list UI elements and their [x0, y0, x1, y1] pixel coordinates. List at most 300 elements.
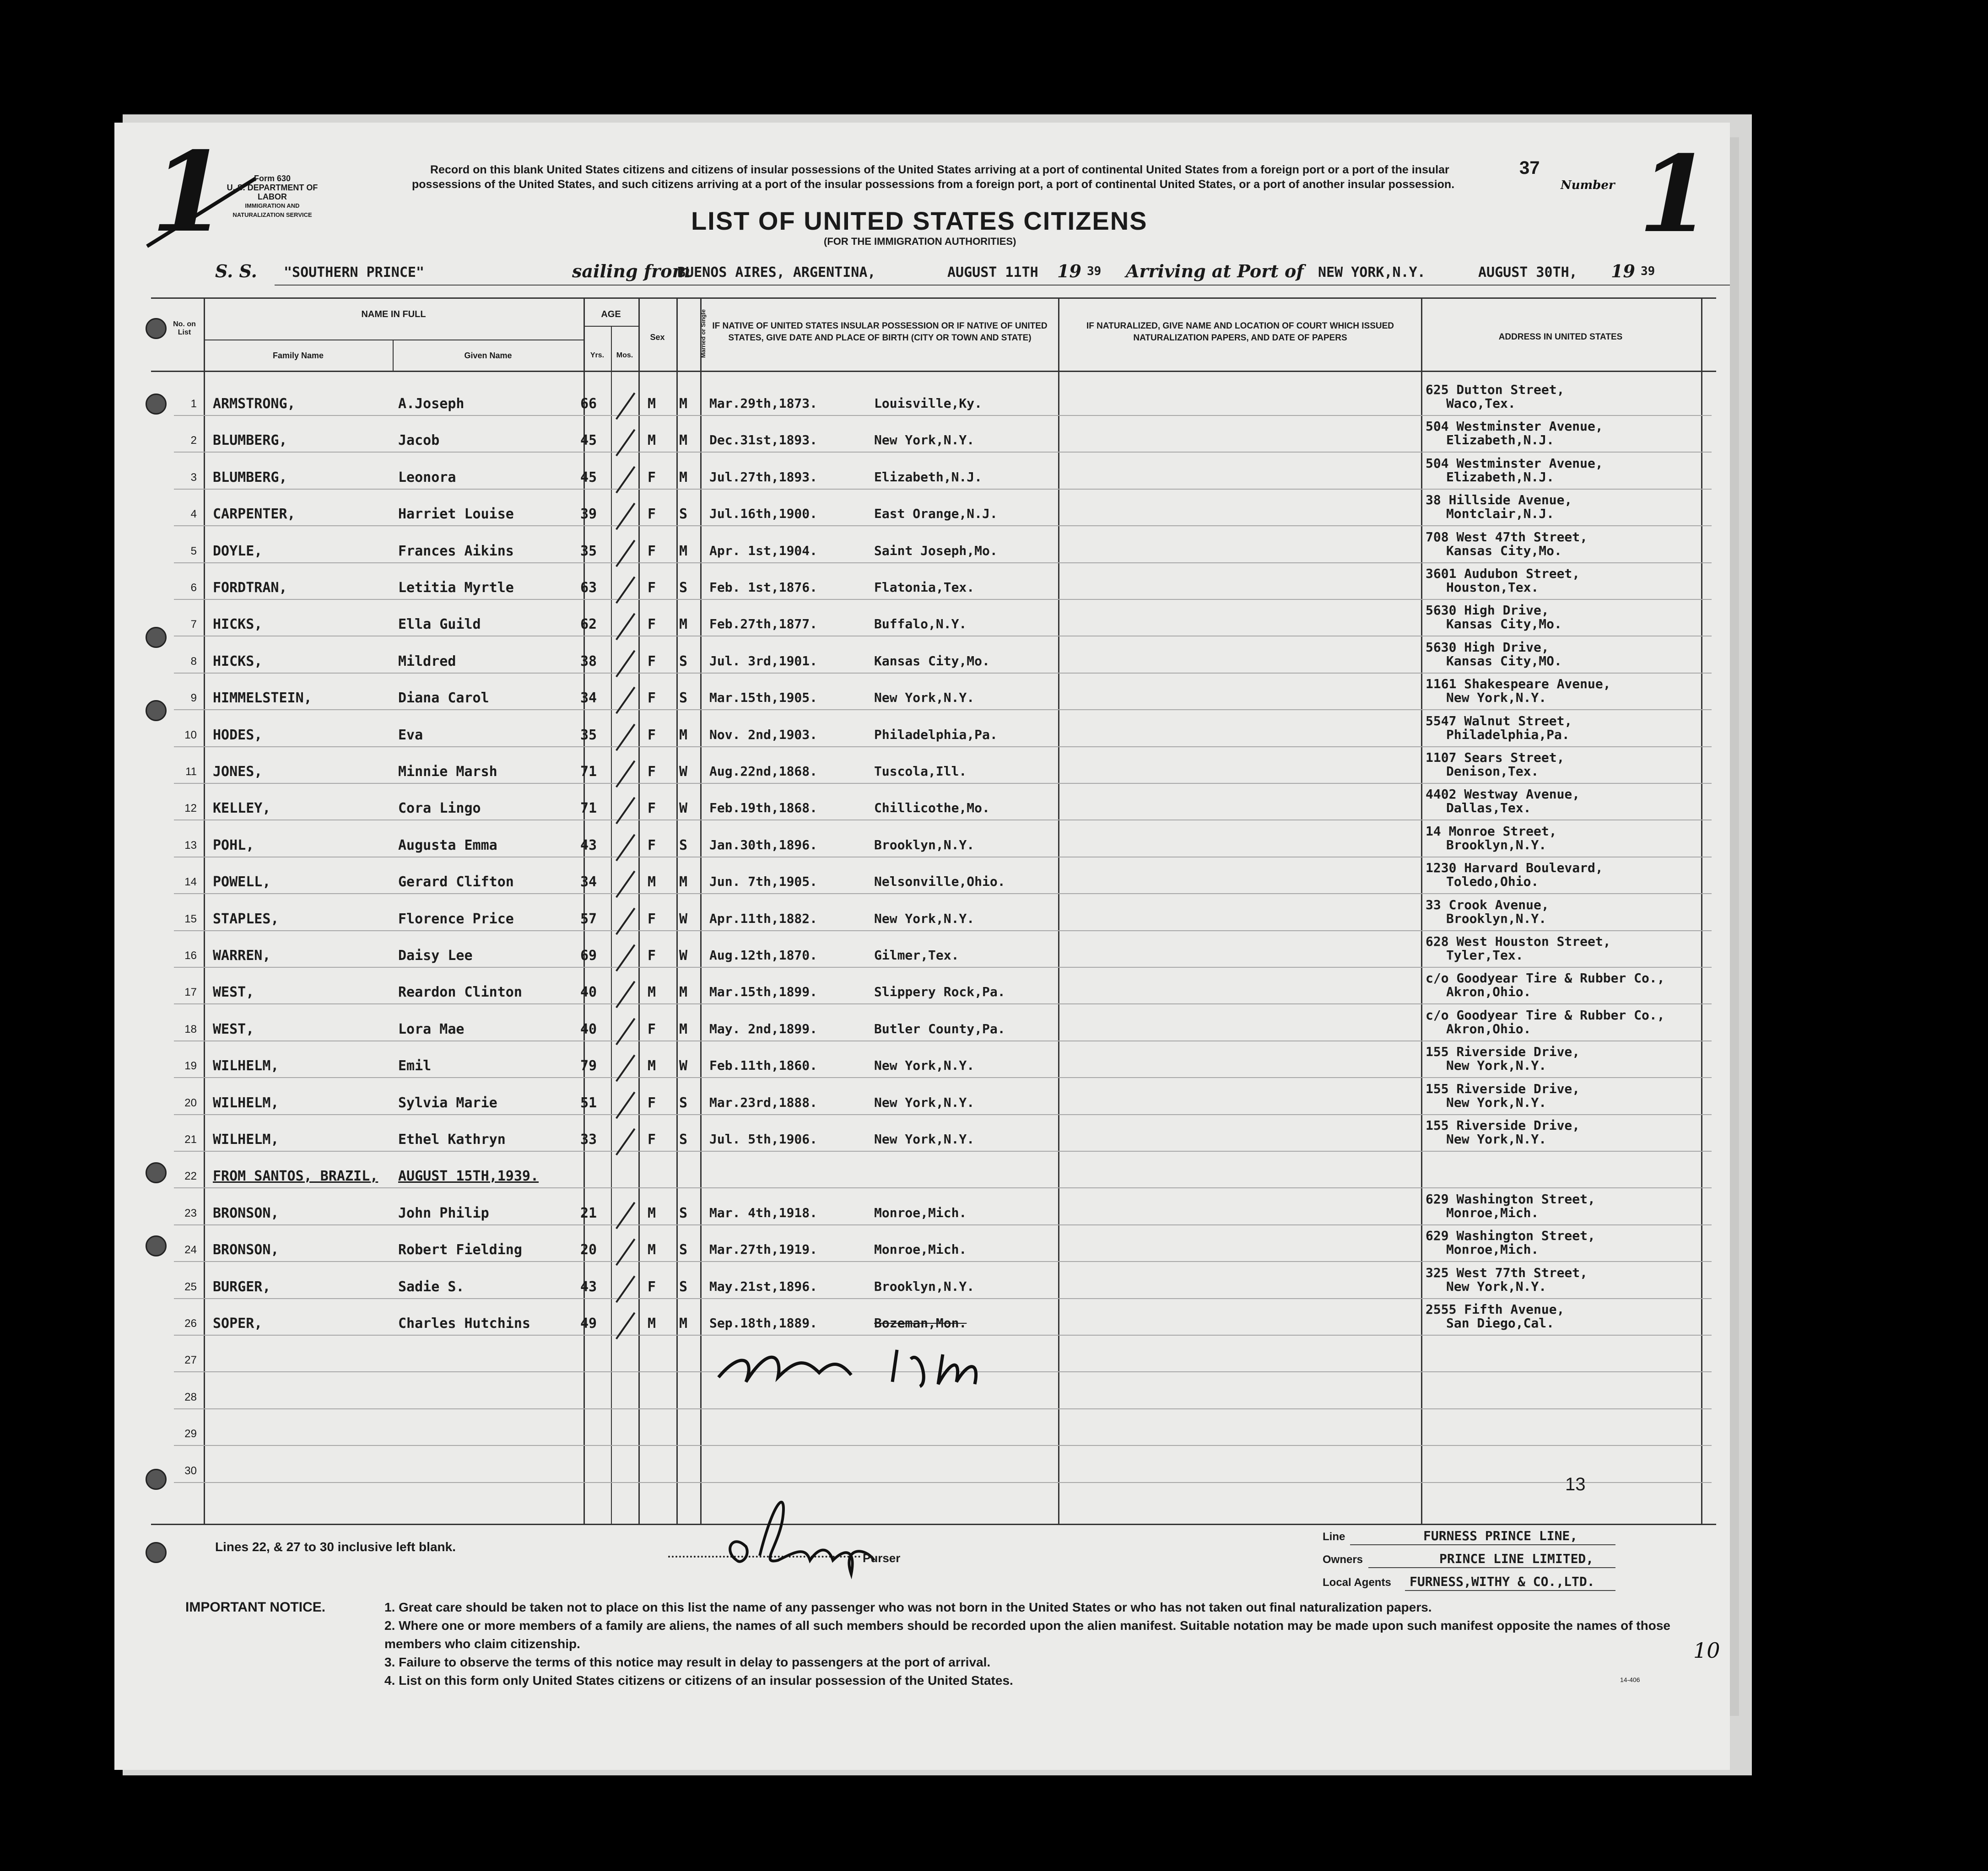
blank-lines-note: Lines 22, & 27 to 30 inclusive left blank. [215, 1540, 456, 1554]
address-line-2: Toledo,Ohio. [1446, 874, 1539, 889]
list-number: 1 [1638, 133, 1712, 256]
col-header-naturalized: IF NATURALIZED, GIVE NAME AND LOCATION OF COURT WHICH ISSUED NATURALIZATION PAPERS, AND DATE OF PAPERS [1086, 321, 1394, 343]
given-name: A.Joseph [398, 396, 465, 412]
table-row [0, 860, 1988, 911]
address-line-1: 4402 Westway Avenue, [1426, 787, 1580, 802]
sex: F [648, 653, 656, 669]
marital-status: W [679, 911, 688, 927]
row-number: 11 [185, 766, 197, 778]
row-number: 26 [184, 1317, 197, 1330]
table-row [0, 676, 1988, 727]
check-mark [616, 1276, 635, 1303]
family-name: KELLEY, [213, 800, 271, 816]
ss-label: S. S. [215, 261, 257, 281]
birth-place: Elizabeth,N.J. [874, 469, 983, 485]
marital-status: M [679, 727, 688, 743]
check-mark [616, 797, 635, 825]
birth-date: Mar.29th,1873. [709, 396, 818, 411]
row-number: 25 [184, 1281, 197, 1293]
row-number: 29 [184, 1428, 197, 1440]
col-header-yrs: Yrs. [590, 351, 605, 359]
check-mark [616, 503, 635, 530]
given-name: Eva [398, 727, 423, 743]
table-row [0, 934, 1988, 984]
address-line-2: Tyler,Tex. [1446, 948, 1523, 963]
sex: M [648, 874, 656, 890]
age-years: 40 [580, 1021, 597, 1037]
address-line-1: 629 Washington Street, [1426, 1228, 1595, 1243]
given-name: John Philip [398, 1205, 489, 1221]
birth-date: Dec.31st,1893. [709, 432, 818, 448]
form-number: Form 630 [254, 174, 291, 183]
birth-place: Monroe,Mich. [874, 1242, 967, 1257]
given-name: Ethel Kathryn [398, 1132, 506, 1148]
row-number: 28 [184, 1391, 197, 1403]
birth-date: Apr. 1st,1904. [709, 543, 818, 558]
sex: F [648, 1095, 656, 1111]
address-line-1: 628 West Houston Street, [1426, 934, 1611, 949]
address-line-1: 3601 Audubon Street, [1426, 566, 1580, 581]
given-name: Daisy Lee [398, 948, 473, 964]
birth-date: Sep.18th,1889. [709, 1316, 818, 1331]
given-name: Emil [398, 1058, 432, 1074]
col-header-sex: Sex [650, 333, 665, 342]
family-name: FROM SANTOS, BRAZIL, [213, 1168, 378, 1184]
age-years: 66 [580, 396, 597, 412]
table-row [0, 603, 1988, 653]
family-name: WARREN, [213, 948, 271, 964]
marital-status: W [679, 1058, 688, 1074]
birth-place: Monroe,Mich. [874, 1205, 967, 1220]
age-years: 71 [580, 800, 597, 816]
row-number: 4 [190, 508, 197, 520]
form-subtitle: (FOR THE IMMIGRATION AUTHORITIES) [824, 236, 1016, 247]
row-number: 20 [184, 1097, 197, 1109]
table-row [0, 382, 1988, 432]
corner-mark: 1 [151, 128, 227, 257]
form-code: 14-406 [1620, 1676, 1640, 1683]
address-line-1: 708 West 47th Street, [1426, 529, 1588, 545]
sex: F [648, 616, 656, 632]
sex: F [648, 1021, 656, 1037]
address-line-1: 325 West 77th Street, [1426, 1265, 1588, 1280]
address-line-2: Waco,Tex. [1446, 396, 1516, 411]
marital-status: M [679, 1316, 688, 1332]
agents-label: Local Agents [1323, 1576, 1391, 1589]
check-mark [616, 1092, 635, 1119]
marital-status: S [679, 1132, 688, 1148]
family-name: WEST, [213, 984, 254, 1000]
given-name: Harriet Louise [398, 506, 514, 522]
sex: M [648, 432, 656, 448]
marital-status: M [679, 543, 688, 559]
address-line-2: Elizabeth,N.J. [1446, 432, 1555, 448]
marital-status: S [679, 1242, 688, 1258]
table-row [0, 529, 1988, 580]
table-row [0, 897, 1988, 948]
age-years: 39 [580, 506, 597, 522]
col-header-no: No. on List [173, 320, 196, 336]
age-years: 45 [580, 469, 597, 485]
family-name: POWELL, [213, 874, 271, 890]
table-row [0, 1192, 1988, 1242]
sex: F [648, 506, 656, 522]
row-number: 12 [184, 802, 197, 814]
row-number: 1 [190, 398, 197, 410]
birth-date: Jul.16th,1900. [709, 506, 818, 521]
line-value: FURNESS PRINCE LINE, [1423, 1528, 1578, 1543]
marital-status: S [679, 653, 688, 669]
birth-date: Feb. 1st,1876. [709, 580, 818, 595]
check-mark [616, 393, 635, 420]
age-years: 38 [580, 653, 597, 669]
row-number: 13 [184, 839, 197, 852]
table-row [0, 640, 1988, 690]
notice-item-1: 1. Great care should be taken not to place on this list the name of any passenger who was not born in the United States or who has not taken out final naturalization papers. [384, 1600, 1432, 1614]
family-name: JONES, [213, 764, 263, 780]
sex: F [648, 580, 656, 596]
marital-status: S [679, 837, 688, 853]
given-name: Frances Aikins [398, 543, 514, 559]
row-number: 16 [184, 949, 197, 962]
given-name: Minnie Marsh [398, 764, 497, 780]
birth-place: Saint Joseph,Mo. [874, 543, 998, 558]
birth-place: Flatonia,Tex. [874, 580, 975, 595]
marital-status: M [679, 616, 688, 632]
address-line-2: San Diego,Cal. [1446, 1316, 1555, 1331]
birth-place: New York,N.Y. [874, 1058, 975, 1073]
row-number: 30 [184, 1465, 197, 1477]
address-line-1: 155 Riverside Drive, [1426, 1081, 1580, 1096]
address-line-1: 5630 High Drive, [1426, 640, 1549, 655]
sex: M [648, 396, 656, 412]
row-number: 2 [190, 434, 197, 447]
sex: F [648, 764, 656, 780]
address-line-2: Elizabeth,N.J. [1446, 469, 1555, 485]
address-line-2: Philadelphia,Pa. [1446, 727, 1570, 742]
family-name: BLUMBERG, [213, 469, 287, 485]
birth-date: Aug.12th,1870. [709, 948, 818, 963]
service: IMMIGRATION AND NATURALIZATION SERVICE [232, 202, 312, 218]
table-row [0, 1118, 1988, 1168]
age-years: 34 [580, 874, 597, 890]
sex: M [648, 1316, 656, 1332]
age-years: 62 [580, 616, 597, 632]
birth-date: Jan.30th,1896. [709, 837, 818, 852]
number-label: Number [1561, 178, 1615, 192]
birth-place: New York,N.Y. [874, 911, 975, 926]
check-mark [616, 577, 635, 604]
age-years: 69 [580, 948, 597, 964]
check-mark [616, 981, 635, 1008]
sex: M [648, 1058, 656, 1074]
birth-date: Jun. 7th,1905. [709, 874, 818, 889]
table-row [0, 566, 1988, 616]
marital-status: M [679, 469, 688, 485]
address-line-2: Denison,Tex. [1446, 764, 1539, 779]
check-mark [616, 1128, 635, 1156]
family-name: WILHELM, [213, 1058, 279, 1074]
age-years: 33 [580, 1132, 597, 1148]
family-name: HIMMELSTEIN, [213, 690, 312, 706]
table-row [0, 1426, 1988, 1462]
row-number: 14 [184, 876, 197, 888]
given-name: Letitia Myrtle [398, 580, 514, 596]
family-name: BURGER, [213, 1279, 271, 1295]
birth-place: Buffalo,N.Y. [874, 616, 967, 631]
family-name: ARMSTRONG, [213, 396, 296, 412]
address-line-1: 625 Dutton Street, [1426, 382, 1565, 397]
purser-signature [718, 1483, 892, 1583]
family-name: HICKS, [213, 616, 263, 632]
address-line-1: c/o Goodyear Tire & Rubber Co., [1426, 971, 1665, 986]
age-years: 43 [580, 837, 597, 853]
sex: M [648, 1242, 656, 1258]
address-line-2: Houston,Tex. [1446, 580, 1539, 595]
age-years: 40 [580, 984, 597, 1000]
age-years: 35 [580, 543, 597, 559]
sheet-number: 37 [1519, 158, 1540, 178]
check-mark [616, 724, 635, 751]
row-number: 19 [184, 1060, 197, 1072]
marital-status: S [679, 690, 688, 706]
check-mark [616, 613, 635, 641]
address-line-1: 33 Crook Avenue, [1426, 897, 1549, 912]
count-note: 13 [1565, 1474, 1586, 1494]
marital-status: M [679, 984, 688, 1000]
given-name: Charles Hutchins [398, 1316, 530, 1332]
row-number: 9 [190, 692, 197, 704]
family-name: BLUMBERG, [213, 432, 287, 448]
family-name: DOYLE, [213, 543, 263, 559]
table-row [0, 824, 1988, 874]
family-name: POHL, [213, 837, 254, 853]
given-name: Augusta Emma [398, 837, 497, 853]
age-years: 21 [580, 1205, 597, 1221]
year-prefix-2: 19 [1611, 261, 1635, 281]
sex: F [648, 911, 656, 927]
age-years: 63 [580, 580, 597, 596]
row-number: 3 [190, 471, 197, 484]
birth-date: Apr.11th,1882. [709, 911, 818, 926]
col-header-mos: Mos. [616, 351, 633, 359]
check-mark [616, 687, 635, 714]
table-row [0, 971, 1988, 1021]
birth-place: Brooklyn,N.Y. [874, 1279, 975, 1294]
check-mark [616, 540, 635, 567]
address-line-1: 5547 Walnut Street, [1426, 713, 1572, 728]
birth-place: Tuscola,Ill. [874, 764, 967, 779]
table-row [0, 1463, 1988, 1499]
table-row [0, 713, 1988, 764]
birth-place: Bozeman,Mon. [874, 1316, 967, 1331]
table-row [0, 1008, 1988, 1058]
check-mark [616, 466, 635, 494]
notice-item-2: 2. Where one or more members of a family are aliens, the names of all such members should be recorded upon the alien manifest. Suitable notation may be made upon such manifest opposite the names of those members who claim citizenship. [384, 1618, 1670, 1651]
marital-status: W [679, 764, 688, 780]
birth-place: Brooklyn,N.Y. [874, 837, 975, 852]
check-mark [616, 871, 635, 898]
marital-status: S [679, 580, 688, 596]
table-row [0, 456, 1988, 506]
row-number: 24 [184, 1244, 197, 1256]
marital-status: S [679, 1095, 688, 1111]
address-line-1: 155 Riverside Drive, [1426, 1044, 1580, 1059]
table-row [0, 492, 1988, 543]
birth-date: Nov. 2nd,1903. [709, 727, 818, 742]
family-name: STAPLES, [213, 911, 279, 927]
arriving-label: Arriving at Port of [1126, 261, 1304, 281]
check-mark [616, 1055, 635, 1082]
address-line-2: Brooklyn,N.Y. [1446, 837, 1547, 852]
form-title: LIST OF UNITED STATES CITIZENS [691, 206, 1148, 235]
age-years: 20 [580, 1242, 597, 1258]
address-line-1: 504 Westminster Avenue, [1426, 419, 1603, 434]
departure-date: AUGUST 11TH [947, 264, 1038, 280]
address-line-2: Akron,Ohio. [1446, 984, 1531, 999]
address-line-1: 629 Washington Street, [1426, 1192, 1595, 1207]
birth-date: Mar.15th,1899. [709, 984, 818, 999]
birth-place: New York,N.Y. [874, 1132, 975, 1147]
address-line-1: 2555 Fifth Avenue, [1426, 1302, 1565, 1317]
owners-value: PRINCE LINE LIMITED, [1439, 1551, 1594, 1566]
owners-label: Owners [1323, 1553, 1363, 1566]
sex: F [648, 948, 656, 964]
col-header-name: NAME IN FULL [361, 309, 426, 319]
birth-place: New York,N.Y. [874, 690, 975, 705]
birth-date: Mar.27th,1919. [709, 1242, 818, 1257]
family-name: SOPER, [213, 1316, 263, 1332]
address-line-2: Kansas City,Mo. [1446, 543, 1562, 558]
family-name: HODES, [213, 727, 263, 743]
age-years: 71 [580, 764, 597, 780]
family-name: WEST, [213, 1021, 254, 1037]
purser-label: Purser [863, 1551, 901, 1565]
given-name: AUGUST 15TH,1939. [398, 1168, 539, 1184]
birth-date: May. 2nd,1899. [709, 1021, 818, 1036]
row-number: 21 [184, 1133, 197, 1146]
address-line-1: 14 Monroe Street, [1426, 824, 1557, 839]
birth-place: East Orange,N.J. [874, 506, 998, 521]
marital-status: W [679, 800, 688, 816]
address-line-2: New York,N.Y. [1446, 1132, 1547, 1147]
given-name: Diana Carol [398, 690, 489, 706]
notice-item-3: 3. Failure to observe the terms of this notice may result in delay to passengers at the port of arrival. [384, 1655, 991, 1669]
department: U. S. DEPARTMENT OF LABOR [227, 183, 318, 201]
sex: F [648, 837, 656, 853]
row-number: 23 [184, 1207, 197, 1219]
table-row [0, 1265, 1988, 1316]
address-line-2: Monroe,Mich. [1446, 1205, 1539, 1220]
table-row [0, 1081, 1988, 1132]
sex: F [648, 690, 656, 706]
departure-port: BUENOS AIRES, ARGENTINA, [677, 264, 876, 280]
age-years: 57 [580, 911, 597, 927]
check-mark [616, 760, 635, 788]
birth-date: Mar. 4th,1918. [709, 1205, 818, 1220]
address-line-2: New York,N.Y. [1446, 1279, 1547, 1294]
birth-place: Louisville,Ky. [874, 396, 983, 411]
address-line-2: New York,N.Y. [1446, 1058, 1547, 1073]
given-name: Lora Mae [398, 1021, 465, 1037]
birth-place: New York,N.Y. [874, 432, 975, 448]
age-years: 35 [580, 727, 597, 743]
address-line-2: Montclair,N.J. [1446, 506, 1555, 521]
address-line-1: c/o Goodyear Tire & Rubber Co., [1426, 1008, 1665, 1023]
check-mark [616, 908, 635, 935]
address-line-2: Akron,Ohio. [1446, 1021, 1531, 1036]
birth-place: New York,N.Y. [874, 1095, 975, 1110]
given-name: Sadie S. [398, 1279, 465, 1295]
row-number: 8 [190, 655, 197, 668]
page-tally: 10 [1693, 1638, 1720, 1663]
row-number: 18 [184, 1023, 197, 1035]
family-name: BRONSON, [213, 1242, 279, 1258]
col-header-married: Married or Single [700, 309, 707, 358]
row-number: 17 [184, 986, 197, 998]
age-years: 34 [580, 690, 597, 706]
age-years: 49 [580, 1316, 597, 1332]
agents-value: FURNESS,WITHY & CO.,LTD. [1410, 1574, 1595, 1589]
sex: F [648, 1132, 656, 1148]
birth-date: Mar.23rd,1888. [709, 1095, 818, 1110]
birth-place: Philadelphia,Pa. [874, 727, 998, 742]
birth-date: Feb.11th,1860. [709, 1058, 818, 1073]
birth-date: Feb.19th,1868. [709, 800, 818, 815]
family-name: BRONSON, [213, 1205, 279, 1221]
line-label: Line [1323, 1531, 1345, 1543]
given-name: Ella Guild [398, 616, 481, 632]
table-row [0, 1044, 1988, 1095]
age-years: 79 [580, 1058, 597, 1074]
row-number: 27 [184, 1354, 197, 1366]
col-header-family: Family Name [272, 351, 324, 360]
family-name: FORDTRAN, [213, 580, 287, 596]
birth-place: Nelsonville,Ohio. [874, 874, 1005, 889]
given-name: Leonora [398, 469, 456, 485]
birth-place: Butler County,Pa. [874, 1021, 1005, 1036]
check-mark [616, 1202, 635, 1229]
birth-date: Jul.27th,1893. [709, 469, 818, 485]
check-mark [616, 650, 635, 678]
family-name: WILHELM, [213, 1132, 279, 1148]
handwritten-scrawl [714, 1332, 1043, 1396]
given-name: Mildred [398, 653, 456, 669]
marital-status: M [679, 396, 688, 412]
given-name: Robert Fielding [398, 1242, 522, 1258]
row-number: 10 [184, 729, 197, 741]
given-name: Jacob [398, 432, 440, 448]
sex: F [648, 543, 656, 559]
given-name: Florence Price [398, 911, 514, 927]
marital-status: S [679, 1279, 688, 1295]
sex: F [648, 1279, 656, 1295]
ship-name: "SOUTHERN PRINCE" [284, 264, 425, 280]
check-mark [616, 944, 635, 972]
sex: M [648, 1205, 656, 1221]
address-line-2: New York,N.Y. [1446, 1095, 1547, 1110]
row-number: 6 [190, 582, 197, 594]
col-header-given: Given Name [464, 351, 512, 360]
table-row [0, 787, 1988, 837]
form-instructions: Record on this blank United States citizens and citizens of insular possessions of the United States arriving at a port of continental United States from a foreign port or a port of the insular possessions of the United States, and such citizens arriving at a port of the insular possessions from a foreign port, a port of continental United States, or a port of another insular possession. [412, 163, 1455, 191]
row-number: 7 [190, 618, 197, 631]
arrival-date: AUGUST 30TH, [1478, 264, 1577, 280]
table-row [0, 419, 1988, 469]
handwritten-note [718, 1354, 746, 1359]
row-number: 15 [184, 913, 197, 925]
sex: F [648, 469, 656, 485]
